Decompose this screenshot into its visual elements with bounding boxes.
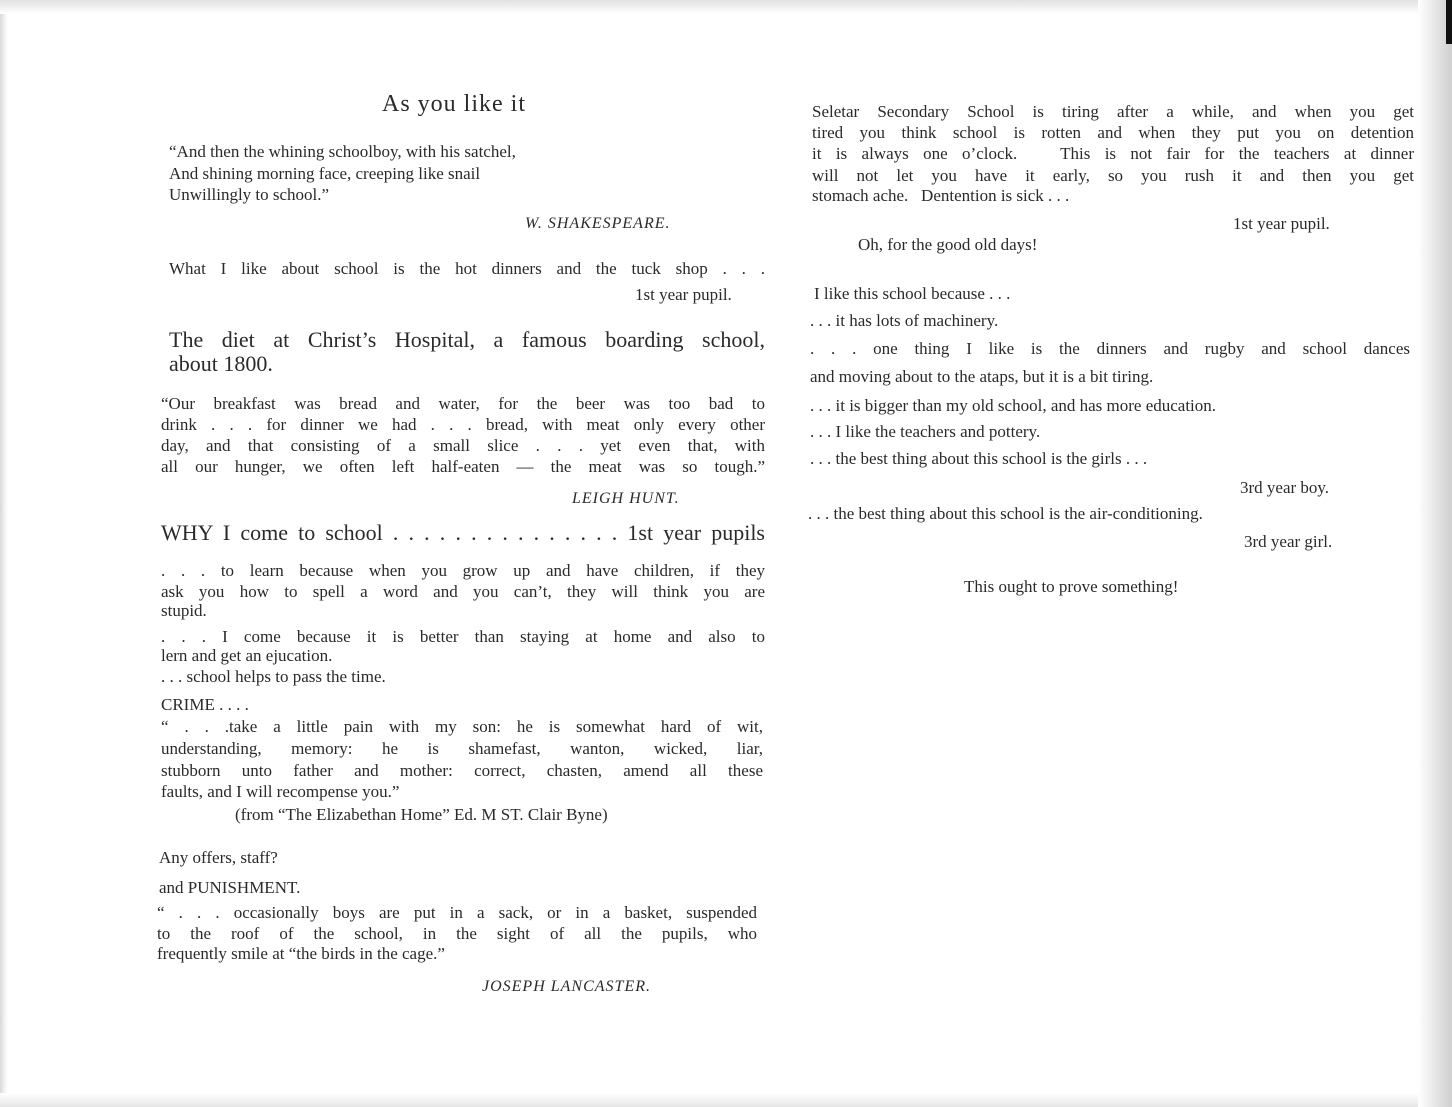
page-title: As you like it bbox=[382, 91, 526, 117]
diet-quote-line: day, and that consisting of a small slice . . . yet even that, with bbox=[161, 436, 765, 455]
punishment-quote-line: to the roof of the school, in the sight of all the pupils, who bbox=[157, 924, 757, 943]
like-line: . . . it has lots of machinery. bbox=[810, 311, 999, 330]
why-heading: WHY I come to school . . . . . . . . . . . . . . . 1st year pupils bbox=[161, 520, 765, 545]
boy-signature: 3rd year boy. bbox=[1240, 478, 1330, 497]
good-old-days: Oh, for the good old days! bbox=[858, 235, 1038, 254]
why-line: ask you how to spell a word and you can’t, they will think you are bbox=[161, 582, 765, 601]
crime-quote-line: faults, and I will recompense you.” bbox=[161, 782, 400, 801]
shakespeare-quote-line: “And then the whining schoolboy, with his satchel, bbox=[169, 142, 516, 161]
why-line: . . . I come because it is better than staying at home and also to bbox=[161, 627, 765, 646]
why-line: . . . school helps to pass the time. bbox=[161, 667, 386, 686]
pupil-signature: 1st year pupil. bbox=[635, 285, 732, 304]
crime-quote-line: stubborn unto father and mother: correct, chasten, amend all these bbox=[161, 761, 763, 780]
seletar-para-line: Seletar Secondary School is tiring after a while, and when you get bbox=[812, 102, 1414, 121]
why-line: lern and get an ejucation. bbox=[161, 646, 333, 665]
diet-quote-line: all our hunger, we often left half-eaten — the meat was so tough.” bbox=[161, 457, 765, 476]
quote-author: W. SHAKESPEARE. bbox=[525, 215, 671, 232]
quote-author: JOSEPH LANCASTER. bbox=[482, 978, 651, 995]
pupil-signature: 1st year pupil. bbox=[1233, 214, 1330, 233]
crime-quote-line: “ . . .take a little pain with my son: he is somewhat hard of wit, bbox=[161, 717, 763, 736]
closing-line: This ought to prove something! bbox=[964, 577, 1179, 596]
like-line: What I like about school is the hot dinners and the tuck shop . . . bbox=[169, 259, 765, 278]
diet-heading-line: about 1800. bbox=[169, 351, 273, 376]
crime-source: (from “The Elizabethan Home” Ed. M ST. Clair Byne) bbox=[235, 805, 608, 824]
girl-signature: 3rd year girl. bbox=[1244, 532, 1333, 551]
shakespeare-quote-line: And shining morning face, creeping like snail bbox=[169, 164, 481, 183]
seletar-para-line: will not let you have it early, so you rush it and then you get bbox=[812, 166, 1414, 185]
punishment-heading: and PUNISHMENT. bbox=[159, 878, 301, 897]
offers-line: Any offers, staff? bbox=[159, 848, 278, 867]
why-line: stupid. bbox=[161, 601, 207, 620]
like-line: . . . it is bigger than my old school, and has more education. bbox=[810, 396, 1217, 415]
binding-mark bbox=[1446, 0, 1452, 44]
seletar-para-line: stomach ache. Dentention is sick . . . bbox=[812, 186, 1070, 205]
why-line: . . . to learn because when you grow up and have children, if they bbox=[161, 561, 765, 580]
page-edge-top bbox=[0, 0, 1452, 14]
page-edge-left bbox=[0, 0, 8, 1107]
aircon-line: . . . the best thing about this school is the air-conditioning. bbox=[808, 504, 1203, 523]
like-line: . . . the best thing about this school is the girls . . . bbox=[810, 449, 1148, 468]
like-intro: I like this school because . . . bbox=[814, 284, 1011, 303]
punishment-quote-line: frequently smile at “the birds in the cage.” bbox=[157, 944, 445, 963]
like-line: . . . I like the teachers and pottery. bbox=[810, 422, 1041, 441]
quote-author: LEIGH HUNT. bbox=[572, 490, 680, 507]
shakespeare-quote-line: Unwillingly to school.” bbox=[169, 185, 330, 204]
seletar-para-line: it is always one o’clock. This is not fair for the teachers at dinner bbox=[812, 144, 1414, 163]
page-edge-right bbox=[1418, 0, 1452, 1107]
crime-heading: CRIME . . . . bbox=[161, 695, 249, 714]
like-line: . . . one thing I like is the dinners and rugby and school dances bbox=[810, 339, 1410, 358]
crime-quote-line: understanding, memory: he is shamefast, wanton, wicked, liar, bbox=[161, 739, 763, 758]
punishment-quote-line: “ . . . occasionally boys are put in a sack, or in a basket, suspended bbox=[157, 903, 757, 922]
seletar-para-line: tired you think school is rotten and when they put you on detention bbox=[812, 123, 1414, 142]
diet-quote-line: drink . . . for dinner we had . . . bread, with meat only every other bbox=[161, 415, 765, 434]
diet-quote-line: “Our breakfast was bread and water, for the beer was too bad to bbox=[161, 394, 765, 413]
page-edge-bottom bbox=[0, 1093, 1452, 1107]
diet-heading-line: The diet at Christ’s Hospital, a famous boarding school, bbox=[169, 327, 765, 352]
like-line: and moving about to the ataps, but it is a bit tiring. bbox=[810, 367, 1154, 386]
